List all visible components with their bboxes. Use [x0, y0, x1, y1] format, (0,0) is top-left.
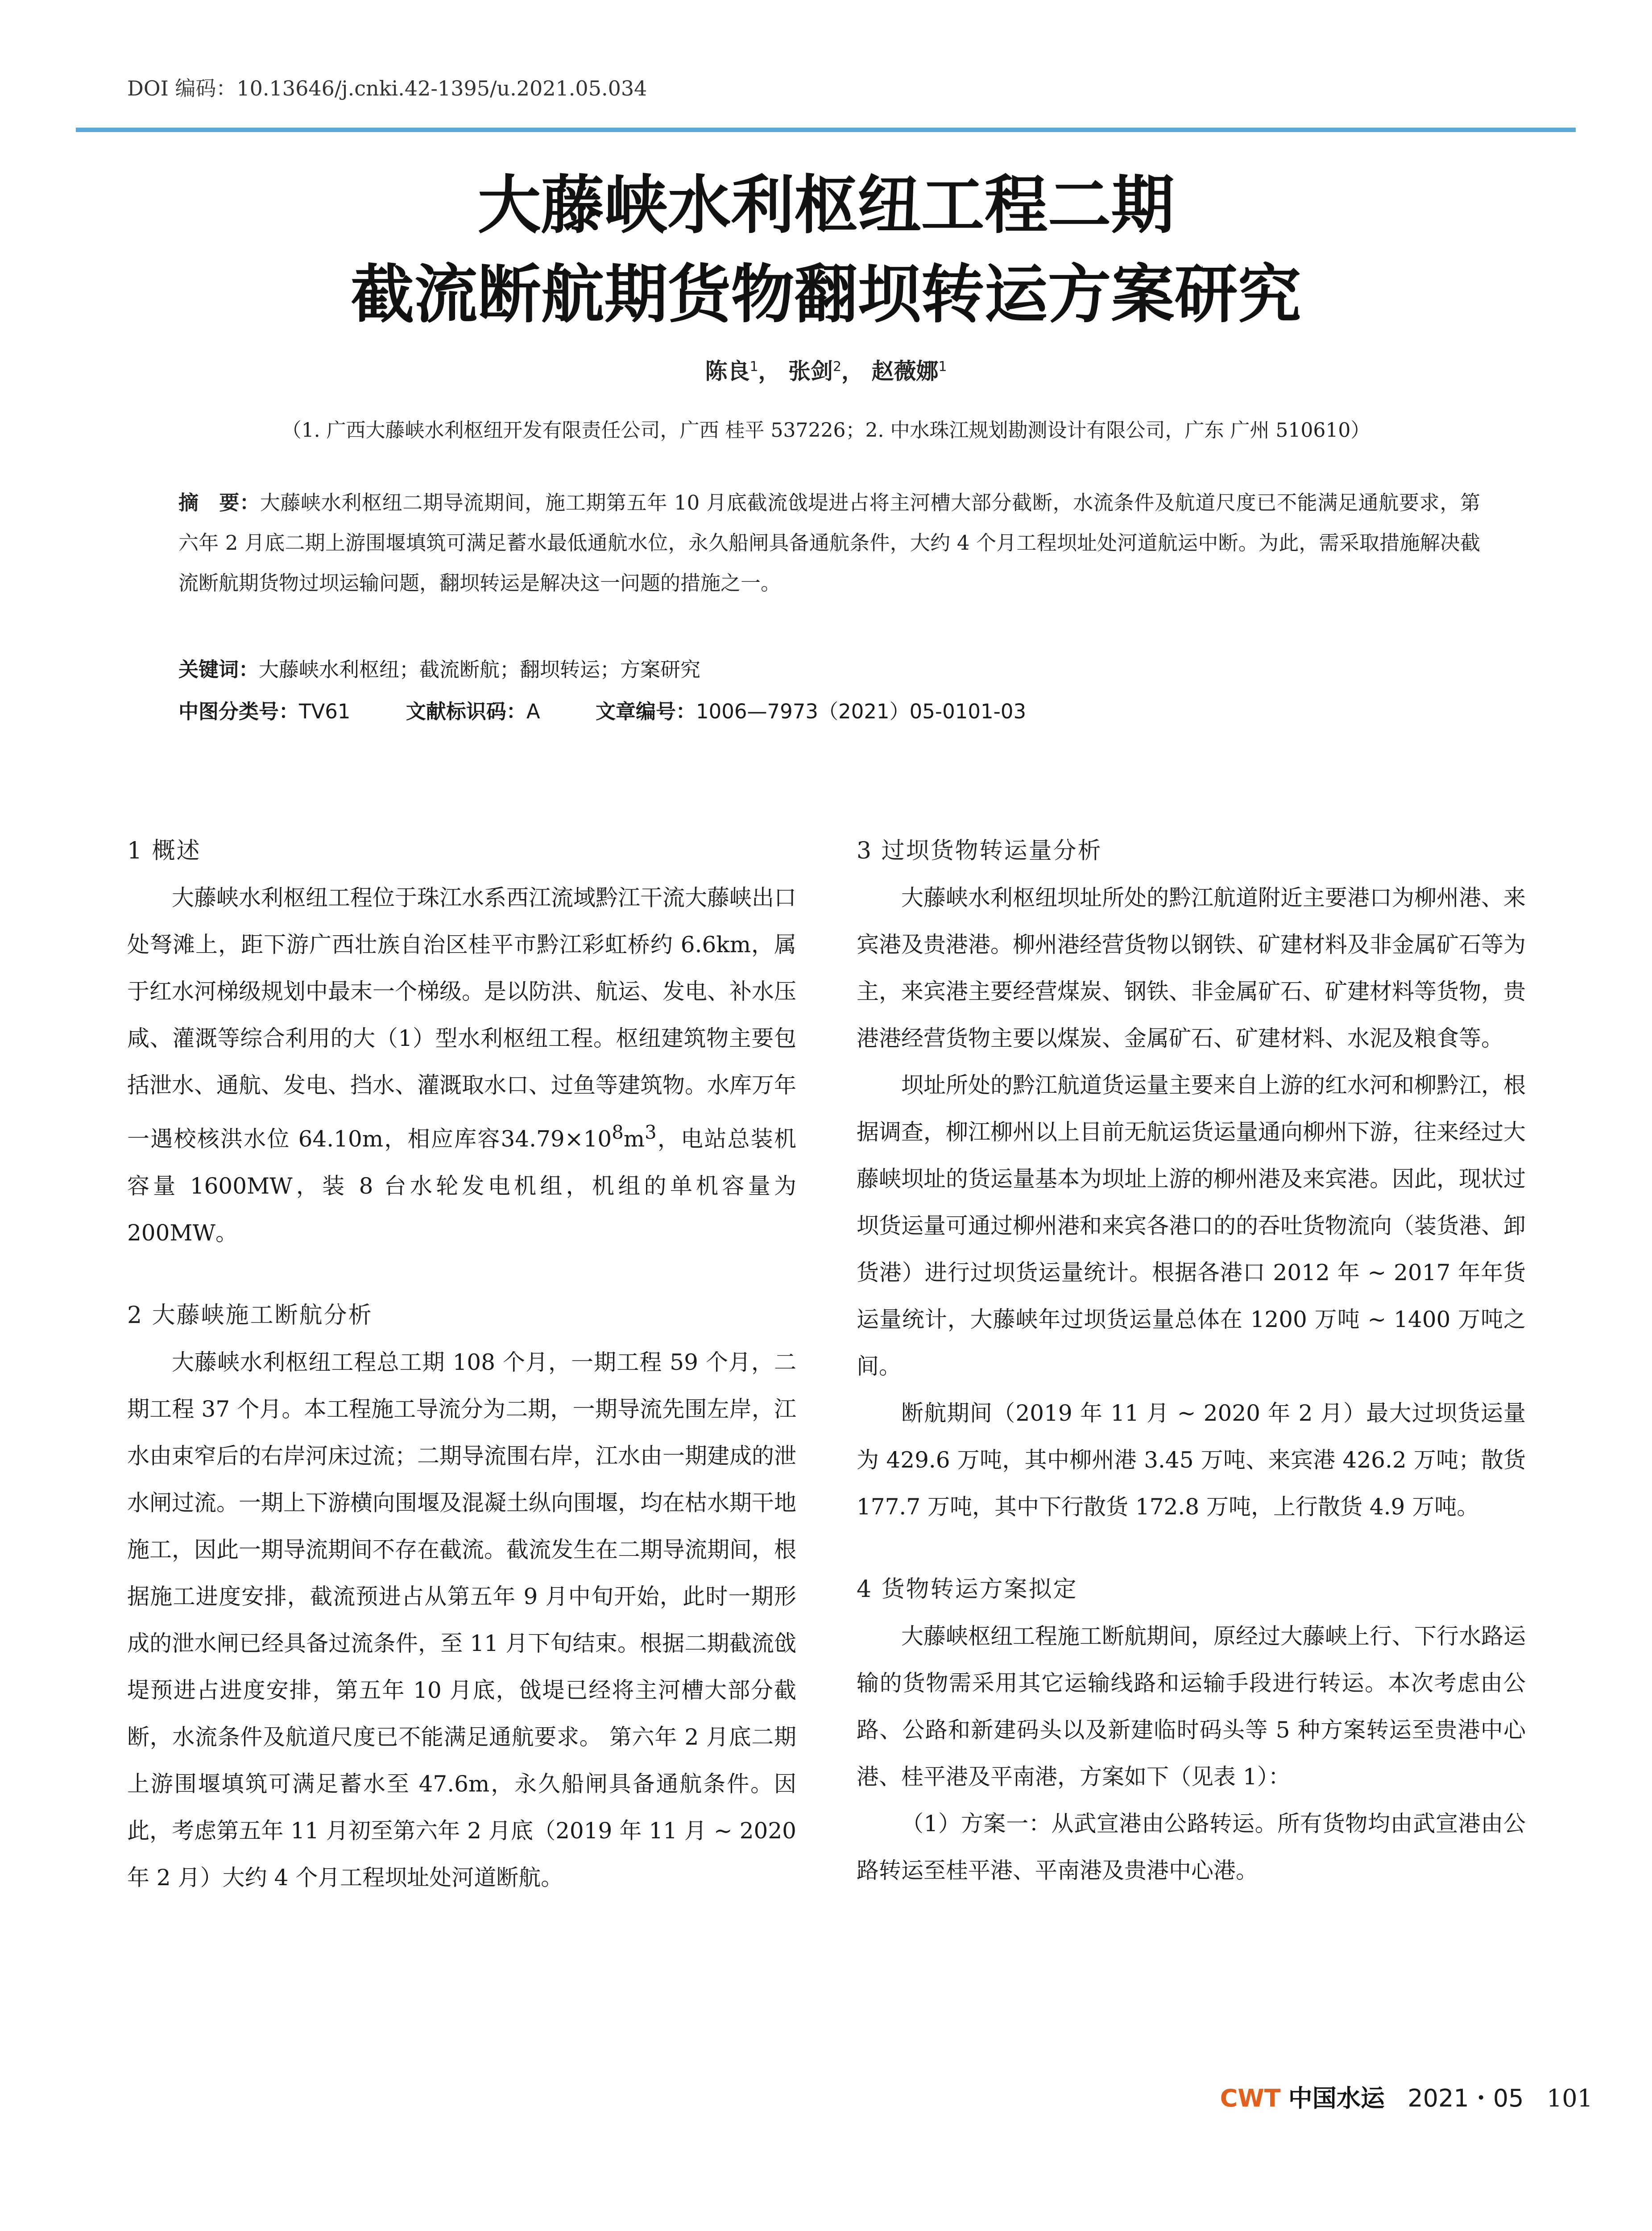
- reservoir-capacity-unit: m: [623, 1126, 645, 1152]
- issue-label: 2021・05: [1408, 2084, 1524, 2112]
- section-1-text-cont: ，电站总装机容量 1600MW，装 8 台水轮发电机组，机组的单机容量为 200MW。: [127, 1126, 796, 1246]
- header-rule: [76, 128, 1576, 132]
- page-footer: [1169, 2079, 1593, 2114]
- keywords: [178, 650, 1480, 690]
- doc-code-value: A: [526, 700, 540, 723]
- author-name: 赵薇娜: [871, 358, 939, 384]
- title-line-2: 截流断航期货物翻坝转运方案研究: [351, 257, 1301, 332]
- reservoir-capacity-unit-exp: 3: [645, 1121, 657, 1143]
- author-affil-mark: 1: [749, 359, 758, 375]
- cwt-logo: CWT: [1220, 2084, 1281, 2112]
- doi-line: DOI 编码：10.13646/j.cnki.42-1395/u.2021.05.034: [127, 76, 647, 100]
- abstract-text: 大藤峡水利枢纽二期导流期间，施工期第五年 10 月底截流戗堤进占将主河槽大部分截断，水流条件及航道尺度已不能满足通航要求，第六年 2 月底二期上游围堰填筑可满足蓄水最低通航水位，永久船闸具备通航条件，大约 4 个月工程坝址处河道航运中断。为此，需采取措施解决截流断航期货物过坝运输问题，翻坝转运是解决这一问题的措施之一。: [178, 491, 1480, 595]
- left-column: [127, 828, 796, 1901]
- reservoir-capacity-exp: 8: [612, 1121, 624, 1143]
- keywords-label: 关键词：: [178, 658, 259, 681]
- section-1-text: 大藤峡水利枢纽工程位于珠江水系西江流域黔江干流大藤峡出口处弩滩上，距下游广西壮族自治区桂平市黔江彩虹桥约 6.6km，属于红水河梯级规划中最末一个梯级。是以防洪、航运、发电、补水压咸、灌溉等综合利用的大（1）型水利枢纽工程。枢纽建筑物主要包括泄水、通航、发电、挡水、灌溉取水口、过鱼等建筑物。水库万年一遇校核洪水位 64.10m，相应库容: [127, 885, 796, 1152]
- article-title: [0, 161, 1652, 339]
- abstract: [178, 483, 1480, 603]
- section-3-paragraph-3: 断航期间（2019 年 11 月 ~ 2020 年 2 月）最大过坝货运量为 429.6 万吨，其中柳州港 3.45 万吨、来宾港 426.2 万吨；散货 177.7 万吨，其中下行散货 172.8 万吨，上行散货 4.9 万吨。: [857, 1400, 1526, 1520]
- author-name: 张剑: [788, 358, 833, 384]
- affiliation: （1. 广西大藤峡水利枢纽开发有限责任公司，广西 桂平 537226；2. 中水珠江规划勘测设计有限公司，广东 广州 510610）: [282, 419, 1370, 442]
- author-affil-mark: 1: [938, 359, 947, 375]
- section-3-paragraph-1: 大藤峡水利枢纽坝址所处的黔江航道附近主要港口为柳州港、来宾港及贵港港。柳州港经营货物以钢铁、矿建材料及非金属矿石等为主，来宾港主要经营煤炭、钢铁、非金属矿石、矿建材料等货物，贵港港经营货物主要以煤炭、金属矿石、矿建材料、水泥及粮食等。: [857, 885, 1526, 1051]
- section-4-paragraph-1: 大藤峡枢纽工程施工断航期间，原经过大藤峡上行、下行水路运输的货物需采用其它运输线路和运输手段进行转运。本次考虑由公路、公路和新建码头以及新建临时码头等 5 种方案转运至贵港中心港、桂平港及平南港，方案如下（见表 1）：: [857, 1623, 1526, 1790]
- abstract-label: 摘 要：: [178, 491, 260, 514]
- section-1-paragraph: [127, 875, 796, 1256]
- author-affil-mark: 2: [832, 359, 842, 375]
- section-3-paragraph-2: 坝址所处的黔江航道货运量主要来自上游的红水河和柳黔江，根据调查，柳江柳州以上目前无航运货运量通向柳州下游，往来经过大藤峡坝址的货运量基本为坝址上游的柳州港及来宾港。因此，现状过坝货运量可通过柳州港和来宾各港口的的吞吐货物流向（装货港、卸货港）进行过坝货运量统计。根据各港口 2012 年 ~ 2017 年年货运量统计，大藤峡年过坝货运量总体在 1200 万吨 ~ 1400 万吨之间。: [857, 1072, 1526, 1379]
- page-number: 101: [1546, 2084, 1593, 2112]
- clc-value: TV61: [299, 700, 351, 723]
- keywords-text: 大藤峡水利枢纽；截流断航；翻坝转运；方案研究: [259, 658, 701, 681]
- classification-line: [178, 692, 1480, 732]
- right-column: [857, 828, 1526, 1894]
- article-no-value: 1006—7973（2021）05-0101-03: [696, 700, 1027, 723]
- article-no-label: 文章编号：: [596, 700, 696, 723]
- journal-name: 中国水运: [1288, 2084, 1385, 2112]
- section-2-heading: 2 大藤峡施工断航分析: [127, 1302, 373, 1329]
- doc-code-label: 文献标识码：: [406, 700, 526, 723]
- section-4-heading: 4 货物转运方案拟定: [857, 1576, 1078, 1603]
- title-line-1: 大藤峡水利枢纽工程二期: [477, 168, 1175, 242]
- section-3-heading: 3 过坝货物转运量分析: [857, 838, 1102, 864]
- reservoir-capacity-base: 34.79×10: [501, 1126, 612, 1152]
- section-1-heading: 1 概述: [127, 838, 201, 864]
- section-4-paragraph-2: （1）方案一：从武宣港由公路转运。所有货物均由武宣港由公路转运至桂平港、平南港及贵港中心港。: [857, 1811, 1526, 1883]
- author-list: 陈良$^1$， 张剑$^2$， 赵薇娜$^1$: [705, 358, 947, 384]
- clc-label: 中图分类号：: [178, 700, 299, 723]
- author-name: 陈良: [705, 358, 750, 384]
- section-2-paragraph: 大藤峡水利枢纽工程总工期 108 个月，一期工程 59 个月，二期工程 37 个月。本工程施工导流分为二期，一期导流先围左岸，江水由束窄后的右岸河床过流；二期导流围右岸，江水由一期建成的泄水闸过流。一期上下游横向围堰及混凝土纵向围堰，均在枯水期干地施工，因此一期导流期间不存在截流。截流发生在二期导流期间，根据施工进度安排，截流预进占从第五年 9 月中旬开始，此时一期形成的泄水闸已经具备过流条件，至 11 月下旬结束。根据二期截流戗堤预进占进度安排，第五年 10 月底，戗堤已经将主河槽大部分截断，水流条件及航道尺度已不能满足通航要求。 第六年 2 月底二期上游围堰填筑可满足蓄水至 47.6m，永久船闸具备通航条件。因此，考虑第五年 11 月初至第六年 2 月底（2019 年 11 月 ~ 2020 年 2 月）大约 4 个月工程坝址处河道断航。: [127, 1349, 796, 1891]
